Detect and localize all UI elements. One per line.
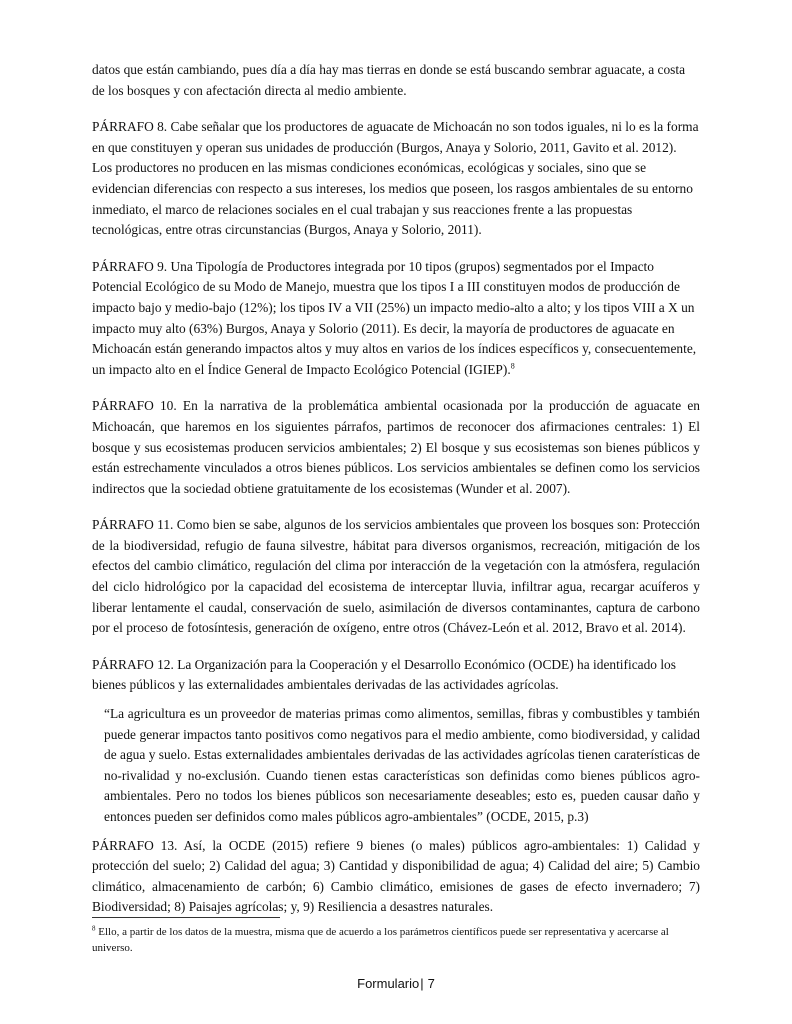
paragraph-12: PÁRRAFO 12. La Organización para la Cooperación y el Desarrollo Económico (OCDE) ha identificado los bienes públicos y las externalidades ambientales derivadas de las actividades agrícolas.: [92, 656, 676, 693]
footer-label: Formulario: [357, 976, 420, 991]
paragraph-10: PÁRRAFO 10. En la narrativa de la problemática ambiental ocasionada por la producción de aguacate en Michoacán, que haremos en los siguientes párrafos, partimos de reconocer dos afirmaciones centrales: 1) El bosque y sus ecosistemas producen servicios ambientales; 2) El bosque y sus ecosistemas son bienes públicos y están estrechamente vinculados a otros bienes públicos. Los servicios ambientales se definen como los servicios indirectos que la sociedad obtiene gratuitamente de los ecosistemas (Wunder et al. 2007).: [92, 398, 700, 496]
page-footer: [0, 975, 792, 993]
paragraph-9-text: PÁRRAFO 9. Una Tipología de Productores integrada por 10 tipos (grupos) segmentados por el Impacto Potencial Ecológico de su Modo de Manejo, muestra que los tipos I a III constituyen modos de producción de impacto bajo y medio-bajo (12%); los tipos IV a VII (25%) un impacto medio-alto a alto; y los tipos VIII a X un impacto muy alto (63%) Burgos, Anaya y Solorio (2011). Es decir, la mayoría de productores de aguacate en Michoacán están generando impactos altos y muy altos en varios de los índices específicos y, consecuentemente, un impacto alto en el Índice General de Impacto Ecológico Potencial (IGIEP).: [92, 258, 697, 377]
footnote-separator: [92, 917, 280, 918]
footer-separator: |: [420, 976, 424, 991]
paragraph-continuation: datos que están cambiando, pues día a día hay mas tierras en donde se está buscando sembrar aguacate, a costa de los bosques y con afectación directa al medio ambiente.: [92, 62, 686, 98]
paragraph-8: PÁRRAFO 8. Cabe señalar que los productores de aguacate de Michoacán no son todos iguales, ni lo es la forma en que constituyen y operan sus unidades de producción (Burgos, Anaya y Solorio, 2011, Gavito et al. 2012). Los productores no producen en las mismas condiciones económicas, ecológicas y sociales, sino que se evidencian diferencias con respecto a sus intereses, los medios que poseen, los rasgos ambientales de su entorno inmediato, el marco de relaciones sociales en el cual trabajan y sus reacciones frente a las propuestas tecnológicas, entre otras circunstancias (Burgos, Anaya y Solorio, 2011).: [92, 119, 699, 238]
page-number: 7: [427, 976, 435, 991]
paragraph-13: PÁRRAFO 13. Así, la OCDE (2015) refiere 9 bienes (o males) públicos agro-ambientales: 1) Calidad y protección del suelo; 2) Calidad del agua; 3) Cantidad y disponibilidad de agua; 4) Calidad del aire; 5) Cambio climático, almacenamiento de carbón; 6) Cambio climático, emisiones de gases de efecto invernadero; 7) Biodiversidad; 8) Paisajes agrícolas; y, 9) Resiliencia a desastres naturales.: [92, 837, 700, 915]
document-body: [92, 60, 700, 934]
footnote-number: 8: [92, 924, 96, 933]
footnote-reference[interactable]: 8: [510, 361, 515, 371]
block-quote: “La agricultura es un proveedor de materias primas como alimentos, semillas, fibras y combustibles y también puede generar impactos tanto positivos como negativos para el medio ambiente, como biodiversidad, y calidad de agua y suelo. Estas externalidades ambientales derivadas de las actividades agrícolas tienen caraterísticas de no-rivalidad y no-exclusión. Cuando tienen estas características son definidas como bienes públicos agro-ambientales. Pero no todos los bienes públicos son necesariamente deseables; esto es, pueden causar daño y entonces pueden ser definidos como males públicos agro-ambientales” (OCDE, 2015, p.3): [104, 706, 700, 824]
paragraph-11: PÁRRAFO 11. Como bien se sabe, algunos de los servicios ambientales que proveen los bosques son: Protección de la biodiversidad, refugio de fauna silvestre, hábitat para diversos organismos, recreación, mitigación de los efectos del cambio climático, regulación del clima por interacción de la vegetación con la atmósfera, regulación del ciclo hidrológico por la capacidad del ecosistema de interceptar lluvia, infiltrar agua, recargar acuíferos y liberar lentamente el caudal, conservación de suelo, asimilación de diversos contaminantes, captura de carbono por el proceso de fotosíntesis, generación de oxígeno, entre otros (Chávez-León et al. 2012, Bravo et al. 2014).: [92, 517, 700, 636]
footnote-text: Ello, a partir de los datos de la muestra, misma que de acuerdo a los parámetros científicos puede ser representativa y acercarse al universo.: [92, 926, 669, 954]
footnote: [92, 924, 700, 956]
paragraph-9: [92, 257, 700, 381]
